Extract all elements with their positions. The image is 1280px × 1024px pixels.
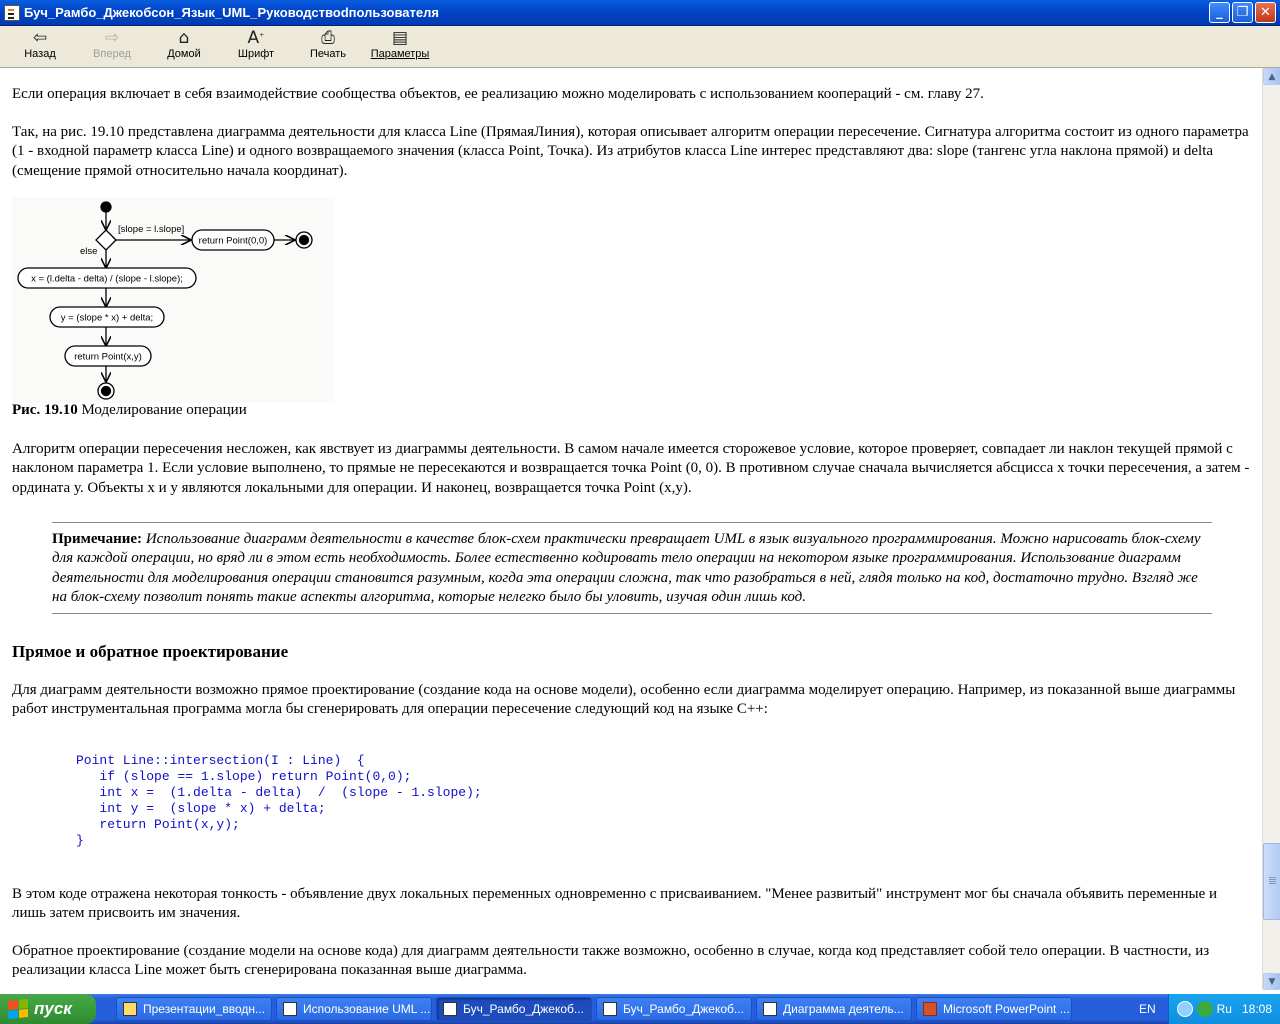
paragraph-code-note: В этом коде отражена некоторая тонкость - объявление двух локальных переменных одновременно с присваиванием. "Менее развитый" инструмент мог бы сначала объявить переменные и лишь затем присвоить им значения. <box>12 886 1218 922</box>
tray-lang-label[interactable]: Ru <box>1216 1002 1232 1016</box>
vertical-scrollbar[interactable] <box>1262 68 1280 990</box>
system-tray <box>1168 994 1280 1024</box>
code-listing: Point Line::intersection(I : Line) { if (slope == 1.slope) return Point(0,0); int x = (1.delta - delta) / (slope - 1.slope); int y = (slope * x) + delta; return Point(x,y); } <box>76 753 482 848</box>
folder-icon <box>123 1002 137 1016</box>
section-heading: Прямое и обратное проектирование <box>12 642 289 661</box>
forward-arrow-icon: ⇨ <box>104 28 120 48</box>
taskbar-item-label: Microsoft PowerPoint ... <box>943 1002 1070 1016</box>
taskbar-item-presentations[interactable] <box>116 997 272 1021</box>
taskbar-item-label: Буч_Рамбо_Джекоб... <box>463 1002 584 1016</box>
help-document-icon <box>443 1002 457 1016</box>
taskbar-item-activity-diagram[interactable] <box>756 997 912 1021</box>
paragraph-reverse-engineering: Обратное проектирование (создание модели на основе кода) для диаграмм деятельности также возможно, особенно в случае, когда код представляет собой тело операции. В частности, из реализации класса Line может быть сгенерирована показанная выше диаграмма. <box>12 943 1210 979</box>
help-document-icon <box>283 1002 297 1016</box>
help-document-icon <box>4 5 20 21</box>
home-label: Домой <box>167 48 201 60</box>
paragraph-forward-engineering: Для диаграмм деятельности возможно прямое проектирование (создание кода на основе модели), особенно если диаграмма моделирует операцию. Например, из показанной выше диаграммы работ инструментальная программа могла бы сгенерировать для операции пересечение следующий код на языке C++: <box>12 682 1236 718</box>
taskbar <box>0 994 1280 1024</box>
print-button[interactable] <box>300 26 356 60</box>
calc-y-text: y = (slope * x) + delta; <box>60 312 154 324</box>
taskbar-item-label: Использование UML ... <box>303 1002 431 1016</box>
minimize-button[interactable]: _ <box>1209 2 1230 23</box>
taskbar-item-booch[interactable] <box>596 997 752 1021</box>
paragraph-algorithm: Алгоритм операции пересечения несложен, как явствует из диаграммы деятельности. В самом начале имеется сторожевое условие, которое проверяет, совпадает ли наклон текущей прямой с наклоном параметра 1. Если условие выполнено, то прямые не пересекаются и возвращается точка Point (0, 0). В противном случае сначала вычисляется абсцисса х точки пересечения, а затем - ордината у. Объекты х и у являются локальными для операции. И наконец, возвращается точка Point (х,у). <box>12 441 1250 496</box>
else-label: else <box>80 246 98 257</box>
paragraph-figure-intro: Так, на рис. 19.10 представлена диаграмма деятельности для класса Line (ПрямаяЛиния), которая описывает алгоритм операции пересечение. Сигнатура алгоритма состоит из одного параметра (1 - входной параметр класса Line) и одного возвращаемого значения (класса Point, Точка). Из атрибутов класса Line интерес представляют два: slope (тангенс угла наклона прямой) и delta (смещение прямой относительно начала координат). <box>12 124 1249 179</box>
return-point-text: return Point(x,y) <box>74 351 142 363</box>
window-titlebar[interactable] <box>0 0 1280 26</box>
taskbar-item-label: Презентации_вводн... <box>143 1002 266 1016</box>
print-label: Печать <box>309 48 347 60</box>
note-label: Примечание: <box>52 531 143 547</box>
decision-node <box>96 230 116 250</box>
start-button[interactable] <box>0 994 96 1024</box>
initial-node <box>101 202 111 212</box>
back-button[interactable] <box>12 26 68 60</box>
font-icon: A ⁺ <box>247 28 265 48</box>
font-label: Шрифт <box>237 48 275 60</box>
clock[interactable]: 18:08 <box>1241 1002 1272 1016</box>
activity-diagram-figure <box>12 197 334 403</box>
maximize-button[interactable]: ❐ <box>1232 2 1253 23</box>
window-title: Буч_Рамбо_Джекобсон_Язык_UML_Руководствоdпользователя <box>24 5 439 20</box>
paragraph-collaboration: Если операция включает в себя взаимодействие сообщества объектов, ее реализацию можно моделировать с использованием коопераций - см. главу 27. <box>12 86 984 102</box>
back-arrow-icon: ⇦ <box>32 28 48 48</box>
help-document-icon <box>603 1002 617 1016</box>
taskbar-item-booch-active[interactable] <box>436 997 592 1021</box>
start-label: пуск <box>34 999 72 1018</box>
taskbar-item-label: Буч_Рамбо_Джекоб... <box>623 1002 744 1016</box>
tray-expand-icon[interactable] <box>1177 1001 1193 1017</box>
taskbar-item-label: Диаграмма деятель... <box>783 1002 904 1016</box>
windows-logo-icon <box>8 999 28 1019</box>
home-button[interactable] <box>156 26 212 60</box>
activity-diagram <box>12 197 334 403</box>
help-document-icon <box>763 1002 777 1016</box>
printer-icon: ⎙ <box>321 28 335 48</box>
taskbar-item-uml-usage[interactable] <box>276 997 432 1021</box>
powerpoint-icon <box>923 1002 937 1016</box>
scroll-up-button[interactable]: ▲ <box>1263 68 1280 85</box>
scroll-thumb[interactable] <box>1263 843 1280 920</box>
help-content-pane[interactable] <box>0 68 1262 990</box>
language-indicator[interactable]: EN <box>1138 1002 1156 1016</box>
forward-button[interactable] <box>84 26 140 60</box>
options-button[interactable] <box>372 26 428 60</box>
help-viewer-toolbar <box>0 26 1280 68</box>
calc-x-text: x = (l.delta - delta) / (slope - l.slope); <box>31 273 183 285</box>
scroll-down-button[interactable]: ▼ <box>1263 973 1280 990</box>
guard-label: [slope = l.slope] <box>118 224 185 235</box>
options-icon: ▤ <box>391 28 409 48</box>
caption-text: Моделирование операции <box>77 402 247 418</box>
options-label: Параметры <box>370 48 430 60</box>
note-block <box>52 522 1212 614</box>
home-icon: ⌂ <box>178 28 190 48</box>
taskbar-item-powerpoint[interactable] <box>916 997 1072 1021</box>
caption-label: Рис. 19.10 <box>12 402 78 418</box>
font-button[interactable] <box>228 26 284 60</box>
back-label: Назад <box>24 48 56 60</box>
forward-label: Вперед <box>93 48 131 60</box>
close-button[interactable]: ✕ <box>1255 2 1276 23</box>
return-origin-text: return Point(0,0) <box>198 235 268 247</box>
note-text: Использование диаграмм деятельности в качестве блок-схем практически превращает UML в язык визуального программирования. Можно нарисовать блок-схему для каждой операции, но вряд ли в этом есть необходимость. Более естественно кодировать тело операции на некотором языке программирования. Использование диаграмм деятельности для моделирования операции становится разумным, когда эта операции сложна, так что разобраться в ней, глядя только на код, достаточно трудно. Взгляд же на блок-схему позволит понять такие аспекты алгоритма, которые нелегко было бы уловить, изучая один лишь код. <box>52 531 1201 605</box>
figure-caption <box>12 401 247 420</box>
keyboard-layout-icon[interactable] <box>1197 1001 1213 1017</box>
